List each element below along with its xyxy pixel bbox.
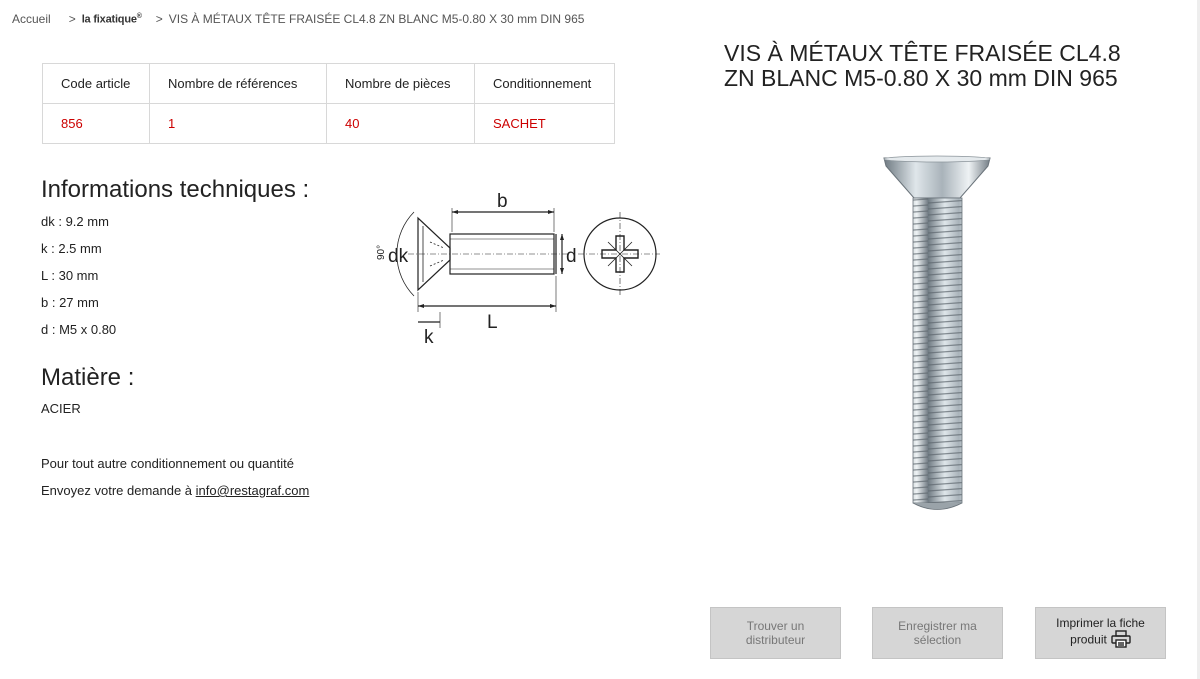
save-selection-line2: sélection (913, 633, 962, 647)
find-distributor-button[interactable] (710, 607, 841, 659)
material-title: Matière : (41, 364, 135, 391)
dimension-label-k: k (424, 327, 434, 347)
header-nombre-references: Nombre de références (150, 64, 327, 104)
material-value: ACIER (41, 401, 81, 416)
save-selection-line1: Enregistrer ma (898, 619, 977, 633)
angle-label: 90° (376, 244, 387, 260)
breadcrumb-separator: > (155, 12, 163, 26)
breadcrumb-current: VIS À MÉTAUX TÊTE FRAISÉE CL4.8 ZN BLANC M5-0.80 X 30 mm DIN 965 (168, 12, 585, 26)
product-title: VIS À MÉTAUX TÊTE FRAISÉE CL4.8 ZN BLANC M5-0.80 X 30 mm DIN 965 (724, 40, 1121, 91)
screw-dimension-diagram (368, 182, 660, 347)
breadcrumb-separator: > (68, 12, 76, 26)
tech-item-L: L : 30 mm (41, 268, 99, 283)
print-sheet-button[interactable] (1035, 607, 1166, 659)
tech-item-d: d : M5 x 0.80 (41, 322, 117, 337)
value-nombre-references: 1 (150, 104, 327, 144)
tech-item-dk: dk : 9.2 mm (41, 214, 109, 229)
find-distributor-line2: distributeur (745, 633, 806, 647)
print-sheet-line1: Imprimer la fiche (1056, 615, 1145, 630)
breadcrumb-home-link[interactable]: Accueil (12, 12, 51, 26)
breadcrumb-brand-label: la fixatique (81, 13, 137, 26)
print-sheet-label (1056, 616, 1145, 651)
dimension-label-dk: dk (388, 246, 409, 267)
specs-value-row (43, 104, 615, 144)
contact-email-link[interactable]: info@restagraf.com (195, 483, 310, 498)
contact-request-prefix: Envoyez votre demande à (41, 483, 196, 498)
breadcrumb (12, 10, 584, 28)
find-distributor-line1: Trouver un (746, 619, 805, 633)
find-distributor-label (746, 619, 805, 647)
product-image (872, 150, 1002, 520)
dimension-label-d: d (566, 246, 577, 267)
breadcrumb-brand-link[interactable] (82, 13, 142, 26)
registered-mark: ® (136, 12, 142, 20)
dimension-label-L: L (487, 312, 498, 333)
header-nombre-pieces: Nombre de pièces (327, 64, 475, 104)
specs-header-row (43, 64, 615, 104)
value-code-article: 856 (43, 104, 150, 144)
printer-icon (1111, 630, 1131, 651)
value-conditionnement: SACHET (475, 104, 615, 144)
tech-info-list (41, 213, 116, 348)
header-code-article: Code article (43, 64, 150, 104)
tech-item-b: b : 27 mm (41, 295, 99, 310)
specs-table (42, 63, 615, 144)
tech-info-title: Informations techniques : (41, 176, 310, 203)
dimension-label-b: b (497, 191, 508, 212)
contact-request (41, 483, 309, 498)
save-selection-label (898, 619, 977, 647)
contact-text: Pour tout autre conditionnement ou quantité (41, 456, 294, 471)
header-conditionnement: Conditionnement (475, 64, 615, 104)
value-nombre-pieces: 40 (327, 104, 475, 144)
save-selection-button[interactable] (872, 607, 1003, 659)
tech-item-k: k : 2.5 mm (41, 241, 102, 256)
print-sheet-line2: produit (1070, 632, 1107, 647)
